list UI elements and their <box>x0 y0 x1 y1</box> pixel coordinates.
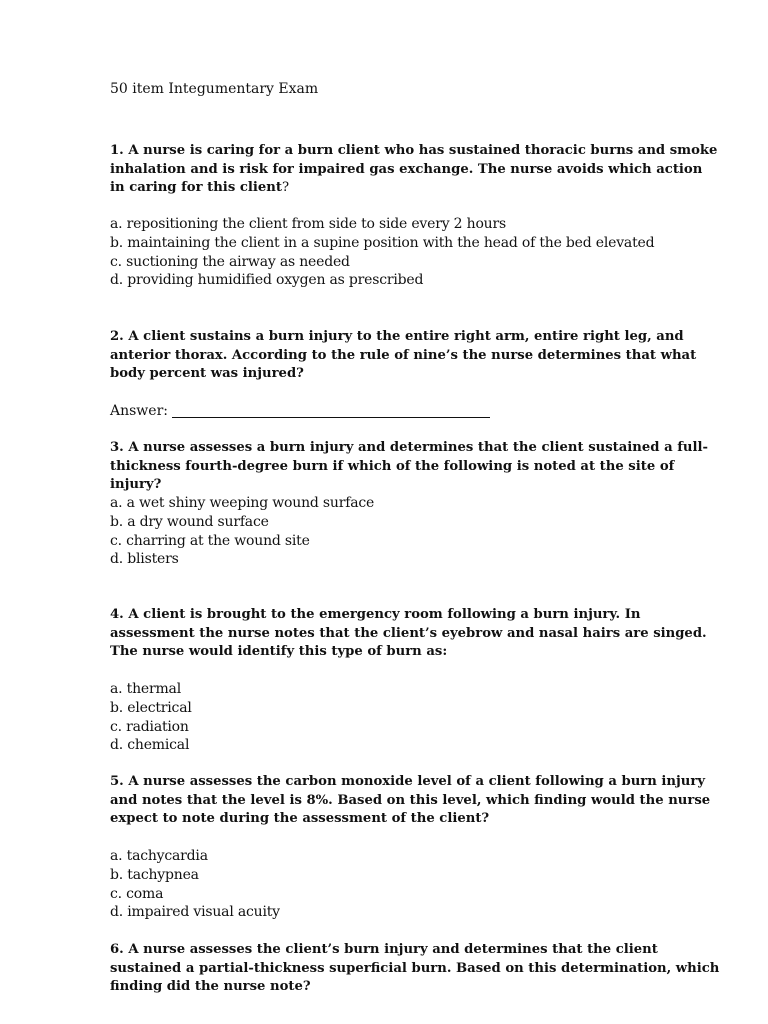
question-4-option-b: b. electrical <box>110 699 192 716</box>
question-5-option-a: a. tachycardia <box>110 848 208 864</box>
question-4-prompt: 4. A client is brought to the emergency room following a burn injury. In assessment the nurse notes that the client’s eyebrow and nasal hairs are singed. The nurse would identify this type of burn as: <box>110 607 707 660</box>
question-1-option-d: d. providing humidified oxygen as prescribed <box>110 272 424 289</box>
question-1-trail: ? <box>281 180 290 196</box>
answer-blank-line[interactable] <box>172 403 490 418</box>
question-5-option-c: c. coma <box>110 885 164 902</box>
question-5-option-b: b. tachypnea <box>110 866 199 883</box>
question-3 <box>110 439 720 495</box>
question-4 <box>110 606 720 662</box>
question-5-option-d: d. impaired visual acuity <box>110 904 280 921</box>
question-5-prompt: 5. A nurse assesses the carbon monoxide level of a client following a burn injury and notes that the level is 8%. Based on this level, which finding would the nurse expect to note during the assessment of the client? <box>110 774 711 827</box>
question-2 <box>110 328 720 384</box>
question-3-prompt: 3. A nurse assesses a burn injury and determines that the client sustained a full-thickness fourth-degree burn if which of the following is noted at the site of injury? <box>110 440 708 493</box>
question-3-option-c: c. charring at the wound site <box>110 532 310 549</box>
question-5 <box>110 773 720 829</box>
question-4-option-a: a. thermal <box>110 681 181 697</box>
question-1-option-c: c. suctioning the airway as needed <box>110 253 350 270</box>
answer-label: Answer: <box>110 403 168 419</box>
question-3-option-a: a. a wet shiny weeping wound surface <box>110 495 375 511</box>
question-6-prompt: 6. A nurse assesses the client’s burn injury and determines that the client sustained a partial-thickness superficial burn. Based on this determination, which finding did the nurse note? <box>110 942 720 995</box>
question-1 <box>110 142 720 198</box>
question-3-option-b: b. a dry wound surface <box>110 513 269 530</box>
question-1-option-b: b. maintaining the client in a supine position with the head of the bed elevated <box>110 234 655 251</box>
question-6 <box>110 941 720 997</box>
question-4-option-d: d. chemical <box>110 737 190 754</box>
question-3-option-d: d. blisters <box>110 551 179 568</box>
question-2-answer <box>110 402 490 421</box>
question-5-options <box>110 847 720 922</box>
question-2-prompt: 2. A client sustains a burn injury to the entire right arm, entire right leg, and anterior thorax. According to the rule of nine’s the nurse determines that what body percent was injured? <box>110 329 697 382</box>
question-4-options <box>110 680 720 755</box>
question-1-option-a: a. repositioning the client from side to side every 2 hours <box>110 216 506 232</box>
question-1-prompt: 1. A nurse is caring for a burn client who has sustained thoracic burns and smoke inhalation and is risk for impaired gas exchange. The nurse avoids which action in caring for this client <box>110 143 718 196</box>
question-4-option-c: c. radiation <box>110 718 189 735</box>
question-3-options <box>110 494 720 569</box>
question-1-options <box>110 215 720 290</box>
document-title: 50 item Integumentary Exam <box>110 81 319 97</box>
